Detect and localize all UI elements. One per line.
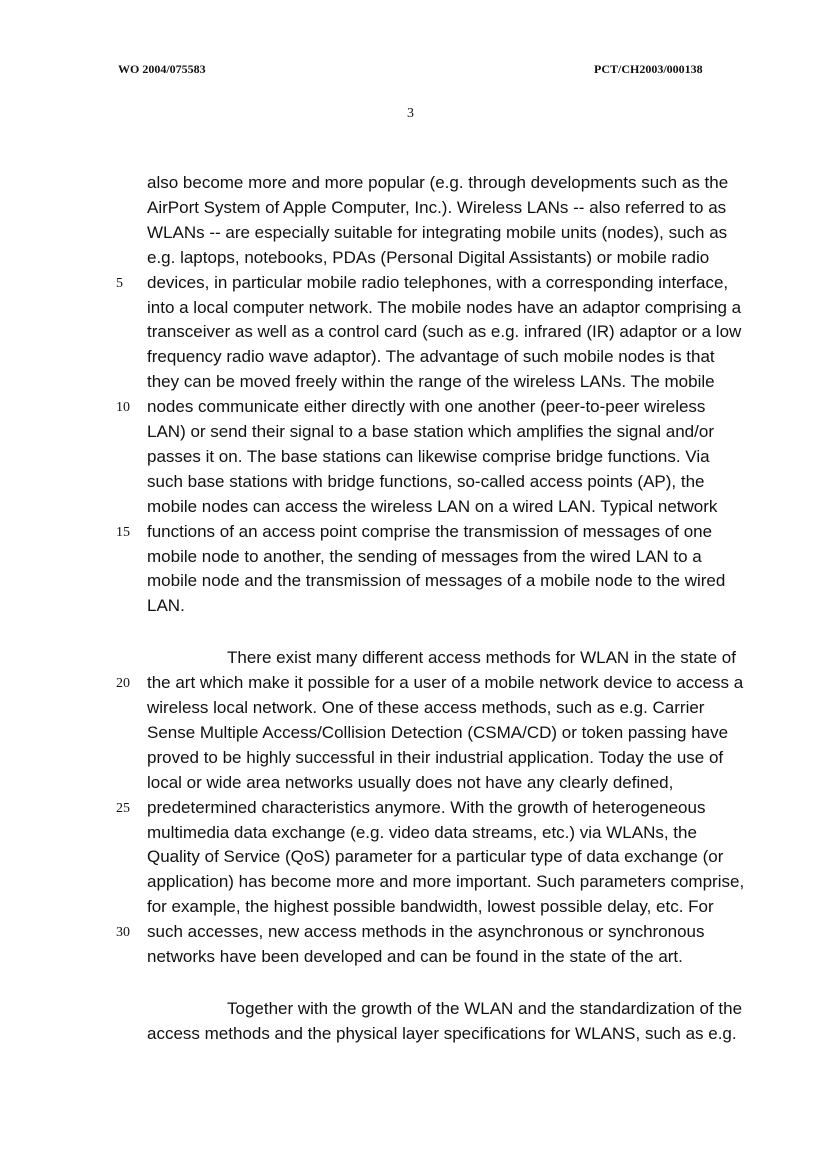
text-line: access methods and the physical layer specifications for WLANS, such as e.g. xyxy=(147,1023,737,1043)
text-line: devices, in particular mobile radio telephones, with a corresponding interface, xyxy=(147,272,729,292)
line-number: 20 xyxy=(116,676,130,692)
text-line: mobile node to another, the sending of messages from the wired LAN to a xyxy=(147,546,702,566)
text-line: passes it on. The base stations can likewise comprise bridge functions. Via xyxy=(147,446,710,466)
line-number: 30 xyxy=(116,925,130,941)
text-line: wireless local network. One of these access methods, such as e.g. Carrier xyxy=(147,698,705,717)
text-line: AirPort System of Apple Computer, Inc.). Wireless LANs -- also referred to as xyxy=(147,197,727,217)
text-line: mobile node and the transmission of messages of a mobile node to the wired xyxy=(147,571,726,591)
text-line: application) has become more and more important. Such parameters comprise, xyxy=(147,872,745,892)
text-line: transceiver as well as a control card (such as e.g. infrared (IR) adaptor or a low xyxy=(147,322,742,342)
application-number: PCT/CH2003/000138 xyxy=(594,62,703,76)
text-line: for example, the highest possible bandwidth, lowest possible delay, etc. For xyxy=(147,897,714,917)
text-line: such accesses, new access methods in the asynchronous or synchronous xyxy=(147,922,705,942)
text-line: WLANs -- are especially suitable for integrating mobile units (nodes), such as xyxy=(147,222,728,242)
text-line: Quality of Service (QoS) parameter for a particular type of data exchange (or xyxy=(147,847,724,867)
line-number: 25 xyxy=(116,800,130,816)
text-line: There exist many different access methods for WLAN in the state of xyxy=(227,648,736,668)
text-line: into a local computer network. The mobile nodes have an adaptor comprising a xyxy=(147,297,742,317)
text-line: also become more and more popular (e.g. through developments such as the xyxy=(147,173,729,192)
text-line: proved to be highly successful in their industrial application. Today the use of xyxy=(147,747,724,767)
text-line: e.g. laptops, notebooks, PDAs (Personal Digital Assistants) or mobile radio xyxy=(147,247,710,267)
text-line: functions of an access point comprise the transmission of messages of one xyxy=(147,521,713,541)
text-line: Together with the growth of the WLAN and the standardization of the xyxy=(227,998,743,1018)
text-line: such base stations with bridge functions, so-called access points (AP), the xyxy=(147,471,705,491)
text-line: nodes communicate either directly with one another (peer-to-peer wireless xyxy=(147,397,706,417)
text-line: LAN) or send their signal to a base station which amplifies the signal and/or xyxy=(147,422,714,441)
text-line: mobile nodes can access the wireless LAN on a wired LAN. Typical network xyxy=(147,496,718,516)
text-line: they can be moved freely within the range of the wireless LANs. The mobile xyxy=(147,372,715,392)
line-number: 15 xyxy=(116,524,130,540)
line-number: 10 xyxy=(116,400,130,416)
text-line: local or wide area networks usually does not have any clearly defined, xyxy=(147,772,674,792)
text-line: frequency radio wave adaptor). The advantage of such mobile nodes is that xyxy=(147,347,715,367)
line-number: 5 xyxy=(116,275,123,291)
text-line: the art which make it possible for a user of a mobile network device to access a xyxy=(147,673,744,693)
text-line: LAN. xyxy=(147,596,185,616)
page-number: 3 xyxy=(407,106,414,121)
text-line: Sense Multiple Access/Collision Detection (CSMA/CD) or token passing have xyxy=(147,722,729,742)
text-line: multimedia data exchange (e.g. video data streams, etc.) via WLANs, the xyxy=(147,822,697,842)
publication-number: WO 2004/075583 xyxy=(118,62,206,76)
text-line: predetermined characteristics anymore. With the growth of heterogeneous xyxy=(147,797,706,817)
text-line: networks have been developed and can be found in the state of the art. xyxy=(147,947,683,966)
